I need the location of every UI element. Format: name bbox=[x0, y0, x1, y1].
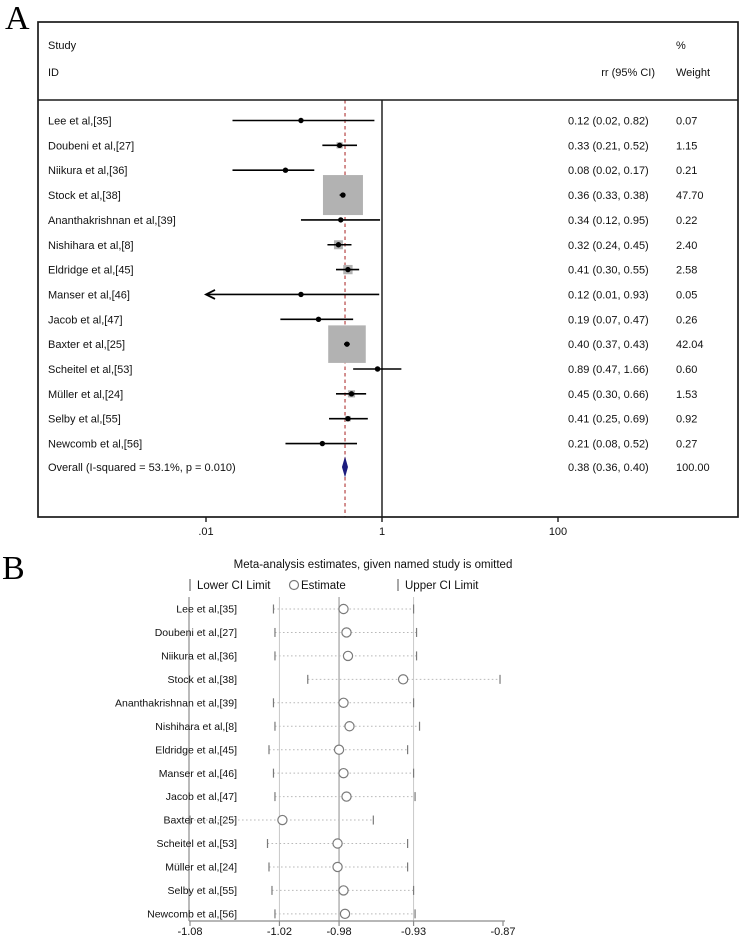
ci-value: 0.32 (0.24, 0.45) bbox=[568, 239, 649, 252]
axis-tick-label: -1.02 bbox=[266, 926, 292, 937]
overall-label: Overall (I-squared = 53.1%, p = 0.010) bbox=[48, 462, 236, 474]
weight-value: 0.26 bbox=[676, 314, 698, 327]
point-estimate-dot bbox=[338, 217, 343, 222]
study-label: Müller et al,[24] bbox=[165, 861, 237, 874]
study-label: Doubeni et al,[27] bbox=[48, 140, 135, 153]
study-label: Selby et al,[55] bbox=[167, 885, 237, 897]
omitted-estimate-circle bbox=[334, 745, 343, 754]
point-estimate-dot bbox=[375, 366, 380, 371]
omitted-estimate-circle bbox=[343, 651, 352, 660]
column-header-id: ID bbox=[48, 67, 59, 79]
weight-value: 1.15 bbox=[676, 140, 698, 153]
omitted-estimate-circle bbox=[345, 722, 354, 731]
overall-weight-value: 100.00 bbox=[676, 462, 710, 474]
ci-value: 0.41 (0.30, 0.55) bbox=[568, 264, 649, 277]
legend-label: Estimate bbox=[301, 580, 346, 592]
ci-value: 0.45 (0.30, 0.66) bbox=[568, 388, 649, 401]
study-label: Manser et al,[46] bbox=[158, 767, 237, 780]
axis-tick-label: -0.98 bbox=[326, 926, 352, 937]
ci-value: 0.12 (0.02, 0.82) bbox=[568, 115, 649, 128]
point-estimate-dot bbox=[298, 292, 303, 297]
study-label: Nishihara et al,[8] bbox=[48, 239, 134, 252]
point-estimate-dot bbox=[320, 441, 325, 446]
omitted-estimate-circle bbox=[342, 792, 351, 801]
column-header-study: Study bbox=[48, 40, 77, 52]
weight-value: 0.92 bbox=[676, 413, 698, 426]
axis-tick-label: .01 bbox=[198, 526, 214, 538]
study-label: Ananthakrishnan et al,[39] bbox=[48, 214, 176, 227]
weight-value: 0.27 bbox=[676, 438, 698, 451]
weight-value: 2.40 bbox=[676, 239, 698, 252]
study-label: Niikura et al,[36] bbox=[161, 650, 237, 663]
point-estimate-dot bbox=[283, 168, 288, 173]
study-label: Ananthakrishnan et al,[39] bbox=[114, 697, 237, 710]
weight-value: 1.53 bbox=[676, 388, 698, 401]
point-estimate-dot bbox=[345, 416, 350, 421]
weight-value: 0.05 bbox=[676, 289, 698, 302]
weight-value: 0.21 bbox=[676, 165, 698, 178]
study-label: Stock et al,[38] bbox=[167, 673, 237, 686]
axis-tick-label: -0.87 bbox=[490, 926, 516, 937]
study-label: Baxter et al,[25] bbox=[163, 814, 237, 827]
ci-value: 0.08 (0.02, 0.17) bbox=[568, 165, 649, 178]
study-label: Scheitel et al,[53] bbox=[156, 838, 237, 851]
column-header-weight: Weight bbox=[676, 67, 711, 79]
omitted-estimate-circle bbox=[339, 604, 348, 613]
ci-value: 0.40 (0.37, 0.43) bbox=[568, 339, 649, 352]
point-estimate-dot bbox=[316, 317, 321, 322]
omitted-estimate-circle bbox=[278, 815, 287, 824]
omitted-estimate-circle bbox=[333, 839, 342, 848]
study-label: Jacob et al,[47] bbox=[165, 791, 237, 804]
chart-title: Meta-analysis estimates, given named study is omitted bbox=[233, 559, 513, 571]
study-label: Newcomb et al,[56] bbox=[48, 438, 143, 451]
point-estimate-dot bbox=[298, 118, 303, 123]
omitted-estimate-circle bbox=[339, 698, 348, 707]
study-label: Lee et al,[35] bbox=[176, 603, 237, 616]
weight-value: 0.22 bbox=[676, 214, 698, 227]
panel-a-label: A bbox=[5, 0, 30, 37]
axis-tick-label: 100 bbox=[548, 526, 568, 538]
column-header-effect: rr (95% CI) bbox=[601, 67, 655, 79]
study-label: Eldridge et al,[45] bbox=[48, 264, 134, 277]
weight-value: 47.70 bbox=[676, 190, 704, 203]
ci-value: 0.21 (0.08, 0.52) bbox=[568, 438, 649, 451]
study-label: Jacob et al,[47] bbox=[48, 314, 123, 327]
point-estimate-dot bbox=[340, 192, 345, 197]
overall-diamond bbox=[342, 457, 348, 478]
omitted-estimate-circle bbox=[333, 862, 342, 871]
point-estimate-dot bbox=[349, 391, 354, 396]
weight-value: 2.58 bbox=[676, 264, 698, 277]
axis-tick-label: 1 bbox=[378, 526, 386, 538]
omitted-estimate-circle bbox=[339, 886, 348, 895]
weight-value: 0.07 bbox=[676, 115, 698, 128]
study-label: Scheitel et al,[53] bbox=[48, 364, 133, 376]
point-estimate-dot bbox=[336, 242, 341, 247]
study-label: Stock et al,[38] bbox=[48, 190, 121, 203]
study-label: Baxter et al,[25] bbox=[48, 339, 126, 352]
point-estimate-dot bbox=[344, 341, 349, 346]
point-estimate-dot bbox=[345, 267, 350, 272]
ci-value: 0.33 (0.21, 0.52) bbox=[568, 140, 649, 153]
weight-value: 42.04 bbox=[676, 339, 704, 352]
legend-label: Upper CI Limit bbox=[405, 580, 479, 592]
study-label: Nishihara et al,[8] bbox=[155, 720, 237, 733]
study-label: Niikura et al,[36] bbox=[48, 165, 128, 178]
ci-value: 0.41 (0.25, 0.69) bbox=[568, 413, 649, 426]
study-label: Eldridge et al,[45] bbox=[155, 744, 237, 757]
study-label: Manser et al,[46] bbox=[48, 289, 130, 302]
ci-value: 0.34 (0.12, 0.95) bbox=[568, 214, 649, 227]
study-label: Newcomb et al,[56] bbox=[147, 908, 237, 921]
axis-tick-label: -0.93 bbox=[401, 926, 427, 937]
study-label: Lee et al,[35] bbox=[48, 115, 112, 128]
overall-ci-value: 0.38 (0.36, 0.40) bbox=[568, 462, 649, 474]
omitted-estimate-circle bbox=[399, 675, 408, 684]
omitted-estimate-circle bbox=[340, 909, 349, 918]
study-label: Doubeni et al,[27] bbox=[154, 627, 237, 640]
study-label: Müller et al,[24] bbox=[48, 388, 124, 401]
weight-value: 0.60 bbox=[676, 364, 698, 376]
ci-value: 0.19 (0.07, 0.47) bbox=[568, 314, 649, 327]
axis-tick-label: -1.08 bbox=[177, 926, 203, 937]
legend-circle-icon bbox=[290, 581, 299, 590]
panel-b-label: B bbox=[2, 550, 25, 587]
ci-value: 0.12 (0.01, 0.93) bbox=[568, 289, 649, 302]
omitted-estimate-circle bbox=[342, 628, 351, 637]
legend-label: Lower CI Limit bbox=[197, 580, 271, 592]
ci-value: 0.36 (0.33, 0.38) bbox=[568, 190, 649, 203]
influence-plot-panel-b bbox=[0, 545, 746, 937]
omitted-estimate-circle bbox=[339, 769, 348, 778]
point-estimate-dot bbox=[337, 143, 342, 148]
column-header-percent: % bbox=[676, 40, 686, 52]
ci-value: 0.89 (0.47, 1.66) bbox=[568, 364, 649, 376]
study-label: Selby et al,[55] bbox=[48, 413, 121, 426]
